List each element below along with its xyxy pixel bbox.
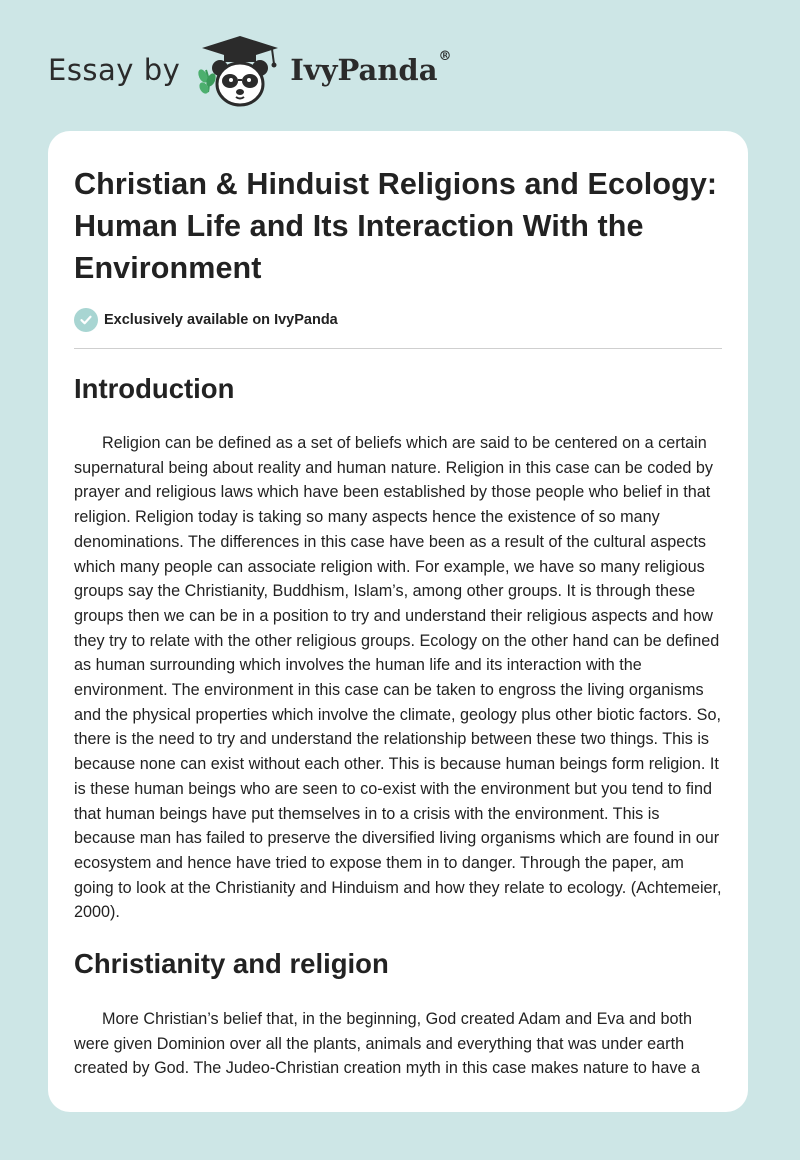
christianity-paragraph: More Christian’s belief that, in the beginning, God created Adam and Eva and both were given Dominion over all the plants, animals and everything that was under earth created by God. The Judeo-Christian creation myth in this case makes nature to have a xyxy=(74,1010,700,1078)
site-header xyxy=(48,30,452,110)
section-heading-introduction: Introduction xyxy=(74,373,235,404)
essay-by-label: Essay by xyxy=(48,53,181,87)
panda-graduate-icon xyxy=(194,30,286,110)
introduction-paragraph: Religion can be defined as a set of beliefs which are said to be centered on a certain supernatural being about reality and human nature. Religion in this case can be coded by prayer and religious laws which have been established by those people who belief in that religion. Religion today is taking so many aspects hence the existence of so many denominations. The differences in this case have been as a result of the cultural aspects which many people can associate religion with. For example, we have so many religious groups say the Christianity, Buddhism, Islam’s, among other groups. It is through these groups then we can be in a position to try and understand their religious aspects and how they try to relate with the other religious groups. Ecology on the other hand can be defined as human surrounding which involves the human life and its interaction with the environment. The environment in this case can be taken to engross the living organisms and the physical properties which involve the climate, geology plus other biotic factors. So, there is the need to try and understand the relationship between these two things. This is because none can exist without each other. This is because human beings form religion. It is these human beings who are seen to co-exist with the environment but you tend to find that human beings have put themselves in to a crisis with the environment. This is because man has failed to preserve the diversified living organisms which are found in our ecosystem and hence have tried to expose them in to danger. Through the paper, am going to look at the Christianity and Hinduism and how they relate to ecology. (Achtemeier, 2000). xyxy=(74,434,722,922)
check-circle-icon xyxy=(74,308,98,332)
brand-name[interactable]: IvyPanda® xyxy=(290,49,452,87)
registered-mark: ® xyxy=(438,49,452,64)
section-heading-christianity: Christianity and religion xyxy=(74,948,389,980)
essay-card xyxy=(48,131,748,1112)
exclusive-badge xyxy=(74,308,722,349)
essay-title: Christian & Hinduist Religions and Ecology: Human Life and Its Interaction With the Environment xyxy=(74,167,718,285)
exclusive-text: Exclusively available on IvyPanda xyxy=(104,312,338,328)
